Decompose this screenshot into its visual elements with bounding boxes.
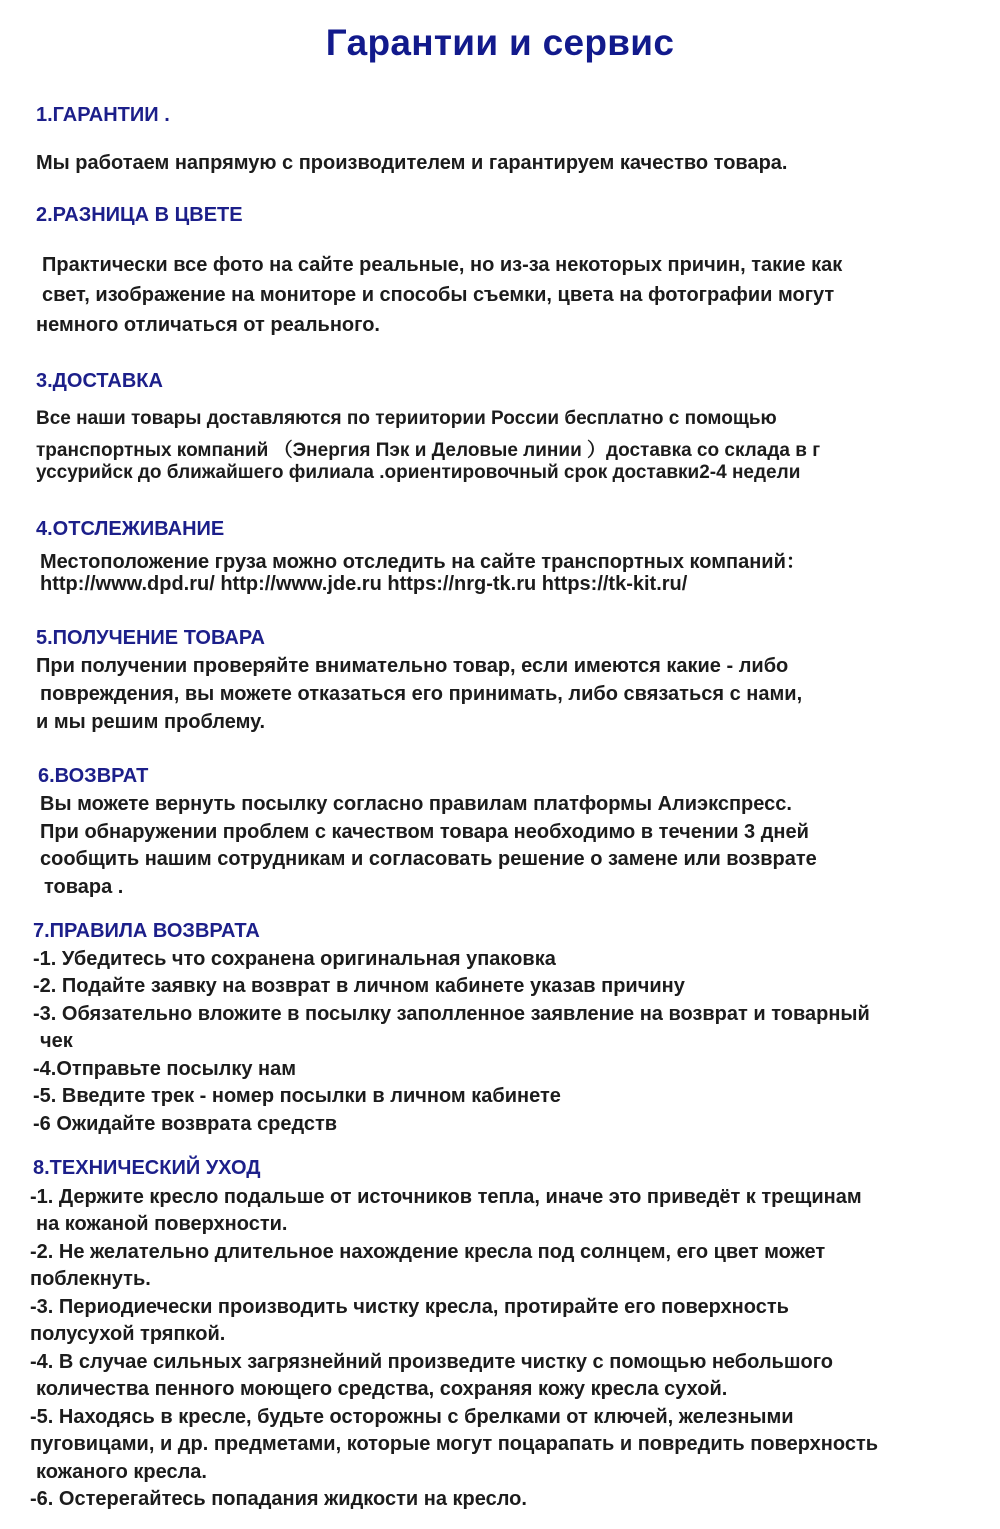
section-heading-guarantees: 1.ГАРАНТИИ . [36, 104, 170, 126]
page-title: Гарантии и сервис [325, 22, 675, 63]
section-heading-tracking: 4.ОТСЛЕЖИВАНИЕ [36, 518, 225, 540]
list-item-continuation: полусухой тряпкой. [30, 1323, 226, 1345]
section-text-line: транспортных компаний （Энергия Пэк и Деловые линии ）доставка со склада в г [36, 440, 821, 461]
section-text-line: товара . [44, 876, 124, 898]
list-item-continuation: количества пенного моющего средства, сохраняя кожу кресла сухой. [36, 1378, 728, 1400]
section-text-line: Местоположение груза можно отследить на сайте транспортных компаний： [40, 551, 806, 573]
list-item-continuation: на кожаной поверхности. [36, 1213, 288, 1235]
list-item: -2. Подайте заявку на возврат в личном кабинете указав причину [33, 975, 685, 997]
section-heading-return-rules: 7.ПРАВИЛА ВОЗВРАТА [33, 920, 260, 942]
list-item: -5. Введите трек - номер посылки в личном кабинете [33, 1085, 561, 1107]
list-item: -4. В случае сильных загрязнейний произведите чистку с помощью небольшого [30, 1351, 834, 1373]
section-text-line: и мы решим проблему. [36, 711, 266, 733]
section-heading-delivery: 3.ДОСТАВКА [36, 370, 163, 392]
section-text-line: немного отличаться от реального. [36, 314, 380, 336]
section-text-line: Вы можете вернуть посылку согласно правилам платформы Алиэкспресс. [40, 793, 792, 815]
list-item: -6 Ожидайте возврата средств [33, 1113, 338, 1135]
section-text-line: Мы работаем напрямую с производителем и гарантируем качество товара. [36, 152, 788, 174]
tracking-links: http://www.dpd.ru/ http://www.jde.ru https://nrg-tk.ru https://tk-kit.ru/ [40, 573, 688, 595]
list-item-continuation: кожаного кресла. [36, 1461, 207, 1483]
list-item: -4.Отправьте посылку нам [33, 1058, 297, 1080]
section-text-line: При обнаружении проблем с качеством товара необходимо в течении 3 дней [40, 821, 809, 843]
list-item: -5. Находясь в кресле, будьте осторожны с брелками от ключей, железными [30, 1406, 794, 1428]
list-item-continuation: чек [40, 1030, 73, 1052]
list-item: -3. Периодиечески производить чистку кресла, протирайте его поверхность [30, 1296, 789, 1318]
list-item: -3. Обязательно вложите в посылку заполленное заявление на возврат и товарный [33, 1003, 870, 1025]
section-text-line: При получении проверяйте внимательно товар, если имеются какие - либо [36, 655, 789, 677]
list-item: -1. Держите кресло подальше от источников тепла, иначе это приведёт к трещинам [30, 1186, 862, 1208]
section-heading-receiving: 5.ПОЛУЧЕНИЕ ТОВАРА [36, 627, 265, 649]
list-item-continuation: поблекнуть. [30, 1268, 151, 1290]
list-item: -2. Не желательно длительное нахождение кресла под солнцем, его цвет может [30, 1241, 826, 1263]
section-text-line: повреждения, вы можете отказаться его принимать, либо связаться с нами, [40, 683, 803, 705]
section-text-line: уссурийск до ближайшего филиала .ориентировочный срок доставки2-4 недели [36, 462, 801, 483]
section-heading-maintenance: 8.ТЕХНИЧЕСКИЙ УХОД [33, 1157, 261, 1179]
section-heading-return: 6.ВОЗВРАТ [38, 765, 149, 787]
section-text-line: Практически все фото на сайте реальные, но из-за некоторых причин, такие как [42, 254, 843, 276]
section-text-line: Все наши товары доставляются по териитории России бесплатно с помощью [36, 408, 777, 429]
section-text-line: сообщить нашим сотрудникам и согласовать решение о замене или возврате [40, 848, 817, 870]
list-item-continuation: пуговицами, и др. предметами, которые могут поцарапать и повредить поверхность [30, 1433, 879, 1455]
section-text-line: свет, изображение на мониторе и способы съемки, цвета на фотографии могут [42, 284, 835, 306]
section-heading-color-difference: 2.РАЗНИЦА В ЦВЕТЕ [36, 204, 243, 226]
list-item: -1. Убедитесь что сохранена оригинальная упаковка [33, 948, 556, 970]
list-item: -6. Остерегайтесь попадания жидкости на кресло. [30, 1488, 527, 1510]
